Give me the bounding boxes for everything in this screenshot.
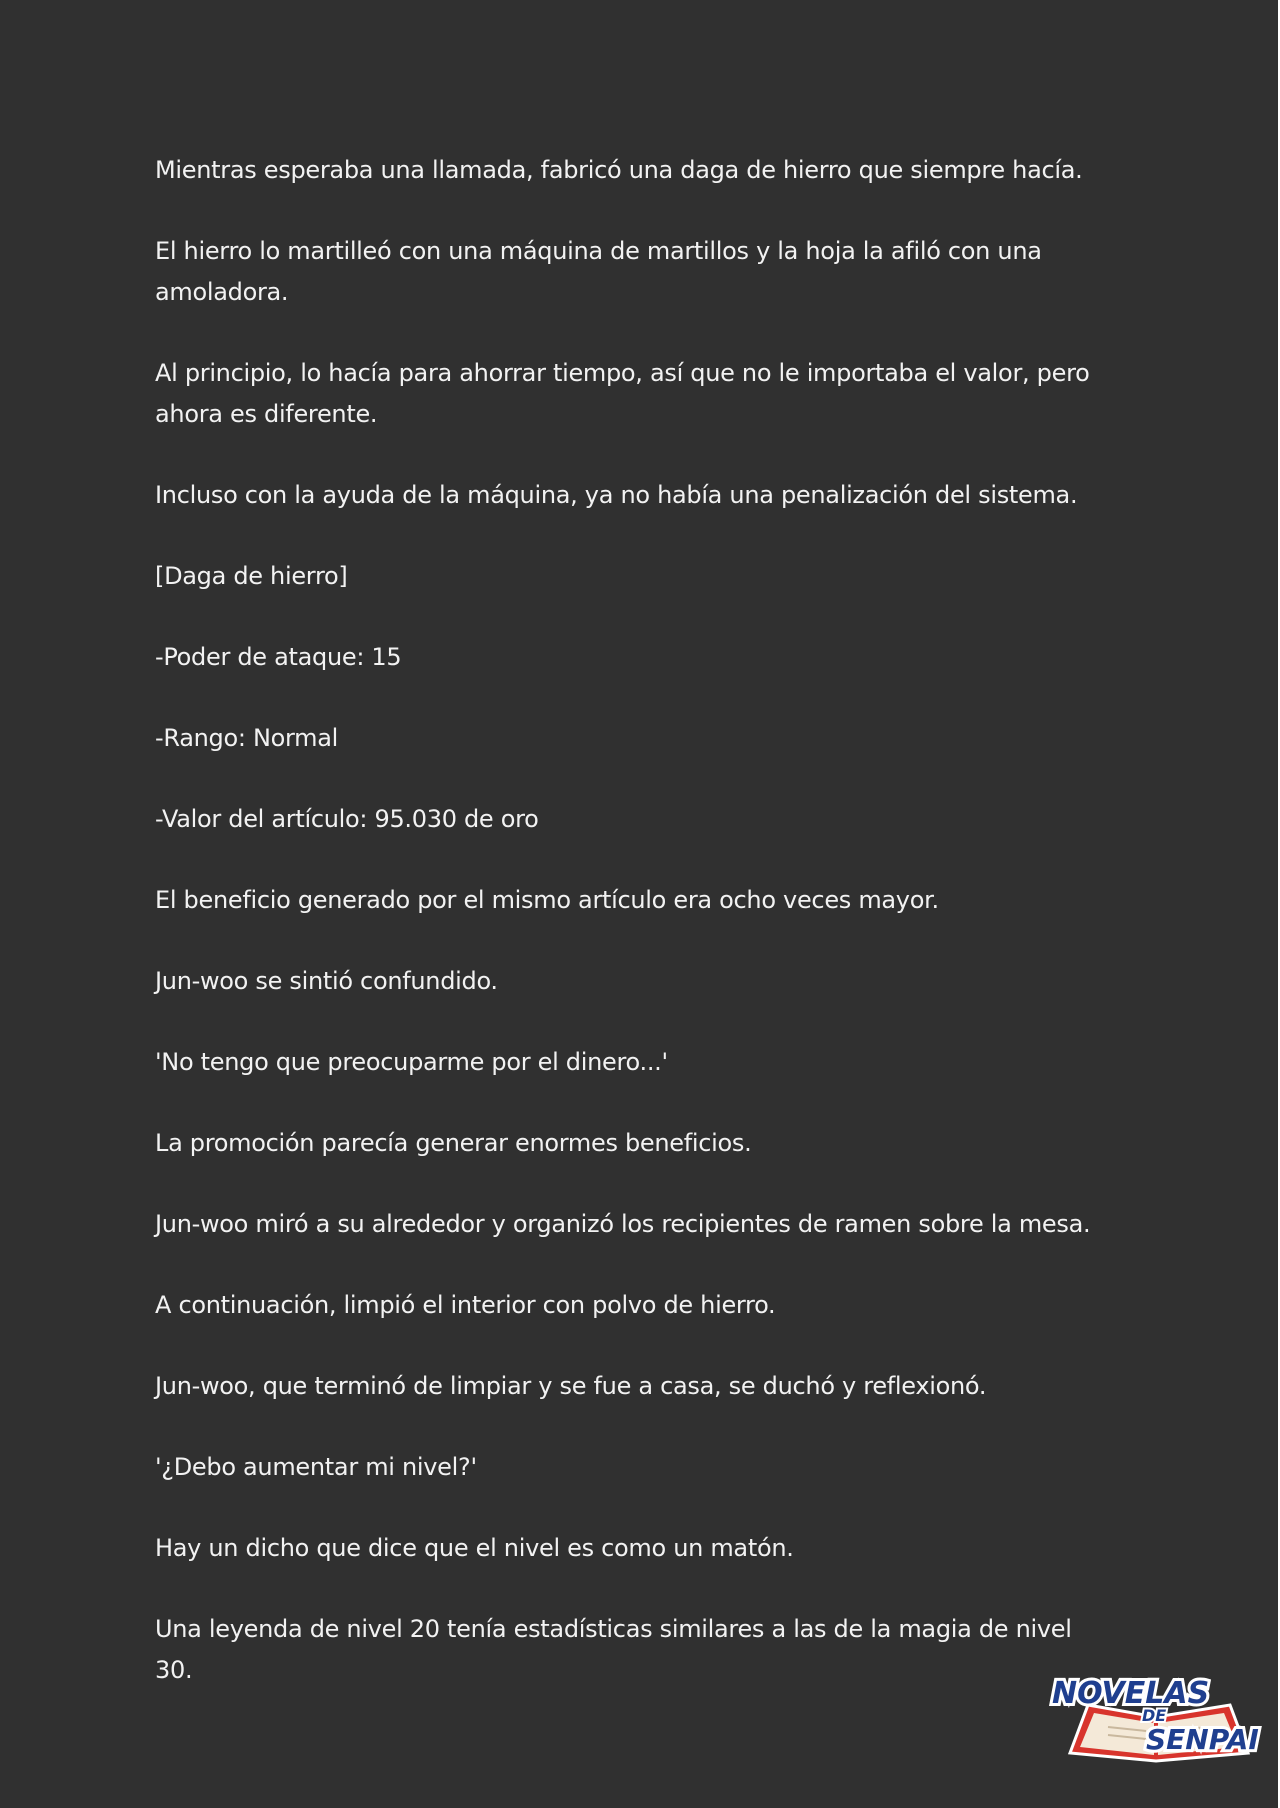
svg-text:NOVELAS: NOVELAS [1052, 1676, 1210, 1711]
paragraph: Jun-woo se sintió confundido. [155, 967, 498, 995]
paragraph: -Poder de ataque: 15 [155, 643, 402, 671]
paragraph: Al principio, lo hacía para ahorrar tiempo, así que no le importaba el valor, pero ahora es diferente. [155, 359, 1090, 428]
paragraph: El hierro lo martilleó con una máquina de martillos y la hoja la afiló con una amoladora. [155, 237, 1042, 306]
paragraph: Mientras esperaba una llamada, fabricó una daga de hierro que siempre hacía. [155, 156, 1083, 184]
paragraph: Incluso con la ayuda de la máquina, ya no había una penalización del sistema. [155, 481, 1078, 509]
chapter-text [155, 150, 1105, 1731]
novelas-de-senpai-logo [1048, 1665, 1263, 1765]
paragraph: A continuación, limpió el interior con polvo de hierro. [155, 1291, 776, 1319]
paragraph: El beneficio generado por el mismo artículo era ocho veces mayor. [155, 886, 939, 914]
paragraph: Jun-woo, que terminó de limpiar y se fue a casa, se duchó y reflexionó. [155, 1372, 987, 1400]
paragraph: '¿Debo aumentar mi nivel?' [155, 1453, 477, 1481]
paragraph: Una leyenda de nivel 20 tenía estadísticas similares a las de la magia de nivel 30. [155, 1615, 1072, 1684]
paragraph: La promoción parecía generar enormes beneficios. [155, 1129, 752, 1157]
paragraph: -Rango: Normal [155, 724, 338, 752]
svg-text:SENPAI: SENPAI [1146, 1723, 1259, 1756]
paragraph: Hay un dicho que dice que el nivel es como un matón. [155, 1534, 794, 1562]
paragraph: Jun-woo miró a su alrededor y organizó los recipientes de ramen sobre la mesa. [155, 1210, 1091, 1238]
paragraph: 'No tengo que preocuparme por el dinero...' [155, 1048, 668, 1076]
paragraph: -Valor del artículo: 95.030 de oro [155, 805, 539, 833]
book-logo-icon [1048, 1665, 1263, 1765]
paragraph: [Daga de hierro] [155, 562, 348, 590]
svg-text:DE: DE [1142, 1706, 1167, 1725]
